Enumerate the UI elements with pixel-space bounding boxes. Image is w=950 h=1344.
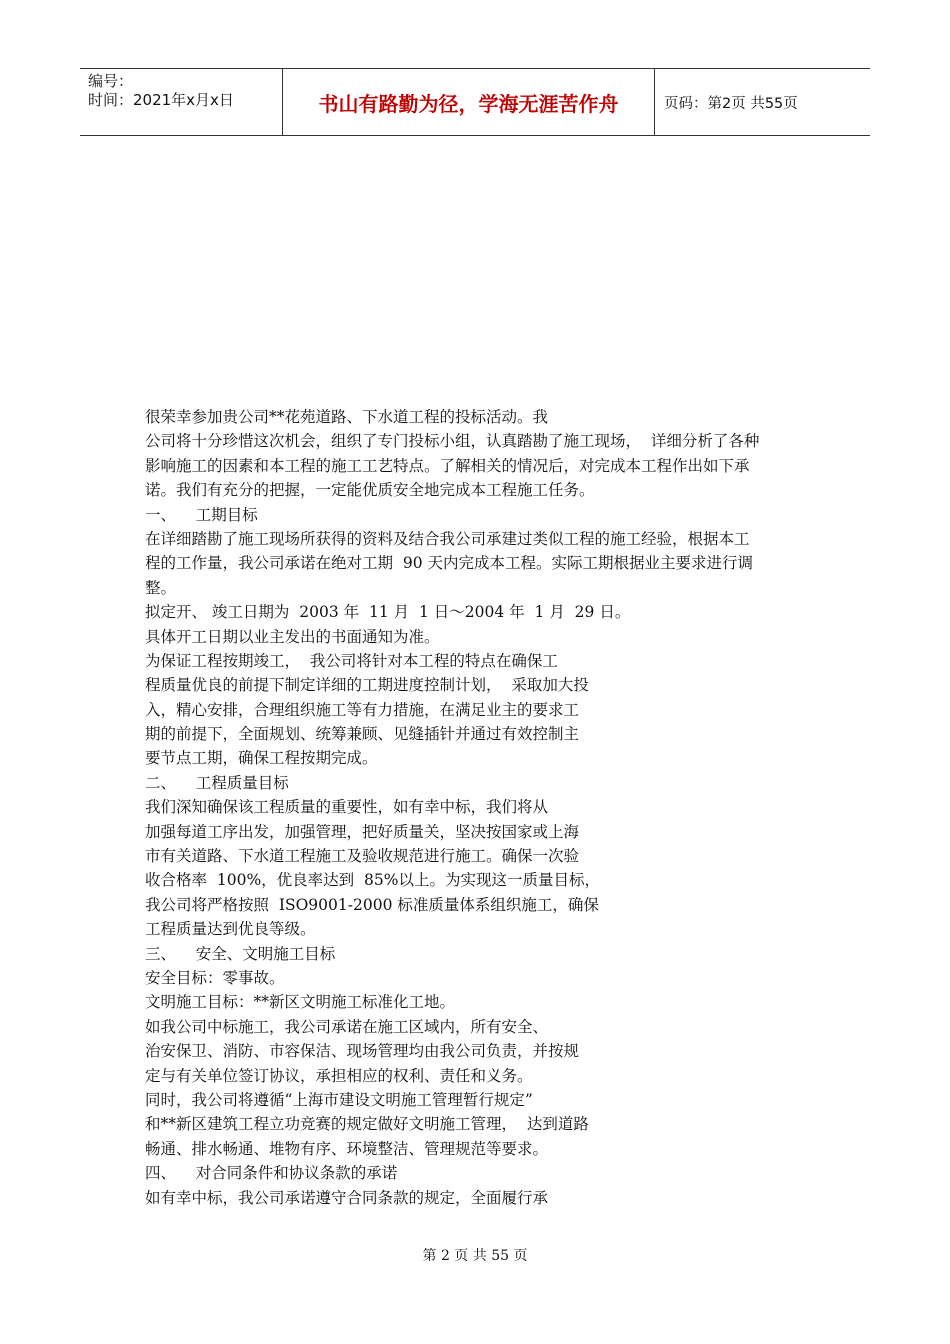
body-line: 我公司将严格按照 ISO9001-2000 标准质量体系组织施工，确保 xyxy=(145,895,599,914)
body-line: 要节点工期，确保工程按期完成。 xyxy=(145,749,378,768)
body-line: 拟定开、 竣工日期为 2003 年 11 月 1 日～2004 年 1 月 29 日。 xyxy=(145,603,631,622)
body-line: 如有幸中标，我公司承诺遵守合同条款的规定，全面履行承 xyxy=(145,1188,549,1207)
body-line: 程的工作量，我公司承诺在绝对工期 90 天内完成本工程。实际工期根据业主要求进行调 xyxy=(145,554,754,573)
body-line: 文明施工目标：**新区文明施工标准化工地。 xyxy=(145,993,456,1012)
number-label: 编号： xyxy=(88,72,134,90)
body-line: 程质量优良的前提下制定详细的工期进度控制计划， 采取加大投 xyxy=(145,676,589,695)
body-line: 我们深知确保该工程质量的重要性，如有幸中标，我们将从 xyxy=(145,798,549,817)
body-line: 期的前提下，全面规划、统筹兼顾、见缝插针并通过有效控制主 xyxy=(145,725,580,744)
body-line: 定与有关单位签订协议，承担相应的权利、责任和义务。 xyxy=(145,1066,533,1085)
body-line: 工程质量达到优良等级。 xyxy=(145,920,316,939)
body-line: 四、 对合同条件和协议条款的承诺 xyxy=(145,1164,398,1183)
date-label: 时间：2021年x月x日 xyxy=(88,91,234,109)
body-line: 诺。我们有充分的把握，一定能优质安全地完成本工程施工任务。 xyxy=(145,481,595,500)
body-line: 和**新区建筑工程立功竞赛的规定做好文明施工管理， 达到道路 xyxy=(145,1115,589,1134)
body-line: 二、 工程质量目标 xyxy=(145,773,289,792)
body-line: 公司将十分珍惜这次机会，组织了专门投标小组，认真踏勘了施工现场， 详细分析了各种 xyxy=(145,432,760,451)
body-line: 加强每道工序出发，加强管理，把好质量关，坚决按国家或上海 xyxy=(145,822,580,841)
body-line: 影响施工的因素和本工程的施工工艺特点。了解相关的情况后，对完成本工程作出如下承 xyxy=(145,456,750,475)
page-footer: 第 2 页 共 55 页 xyxy=(422,1248,528,1264)
body-line: 三、 安全、文明施工目标 xyxy=(145,944,336,963)
header-left-cell xyxy=(80,69,282,135)
document-body xyxy=(145,405,815,1210)
body-line: 在详细踏勘了施工现场所获得的资料及结合我公司承建过类似工程的施工经验，根据本工 xyxy=(145,529,750,548)
body-line: 安全目标：零事故。 xyxy=(145,968,285,987)
body-line: 一、 工期目标 xyxy=(145,505,258,524)
body-line: 畅通、排水畅通、堆物有序、环境整洁、管理规范等要求。 xyxy=(145,1139,549,1158)
page-header xyxy=(80,68,870,136)
body-line: 收合格率 100%，优良率达到 85%以上。为实现这一质量目标， xyxy=(145,871,600,890)
body-line: 很荣幸参加贵公司**花苑道路、下水道工程的投标活动。我 xyxy=(145,408,549,426)
motto: 书山有路勤为径，学海无涯苦作舟 xyxy=(282,69,655,135)
body-line: 同时，我公司将遵循“上海市建设文明施工管理暂行规定” xyxy=(145,1090,533,1109)
page-info: 页码：第2页 共55页 xyxy=(664,95,798,112)
body-line: 入，精心安排，合理组织施工等有力措施，在满足业主的要求工 xyxy=(145,700,580,719)
body-line: 市有关道路、下水道工程施工及验收规范进行施工。确保一次验 xyxy=(145,847,580,866)
body-line: 整。 xyxy=(145,578,177,597)
body-line: 如我公司中标施工，我公司承诺在施工区域内，所有安全、 xyxy=(145,1017,549,1036)
body-line: 治安保卫、消防、市容保洁、现场管理均由我公司负责，并按规 xyxy=(145,1042,580,1061)
body-line: 具体开工日期以业主发出的书面通知为准。 xyxy=(145,627,440,646)
body-line: 为保证工程按期竣工， 我公司将针对本工程的特点在确保工 xyxy=(145,651,558,670)
